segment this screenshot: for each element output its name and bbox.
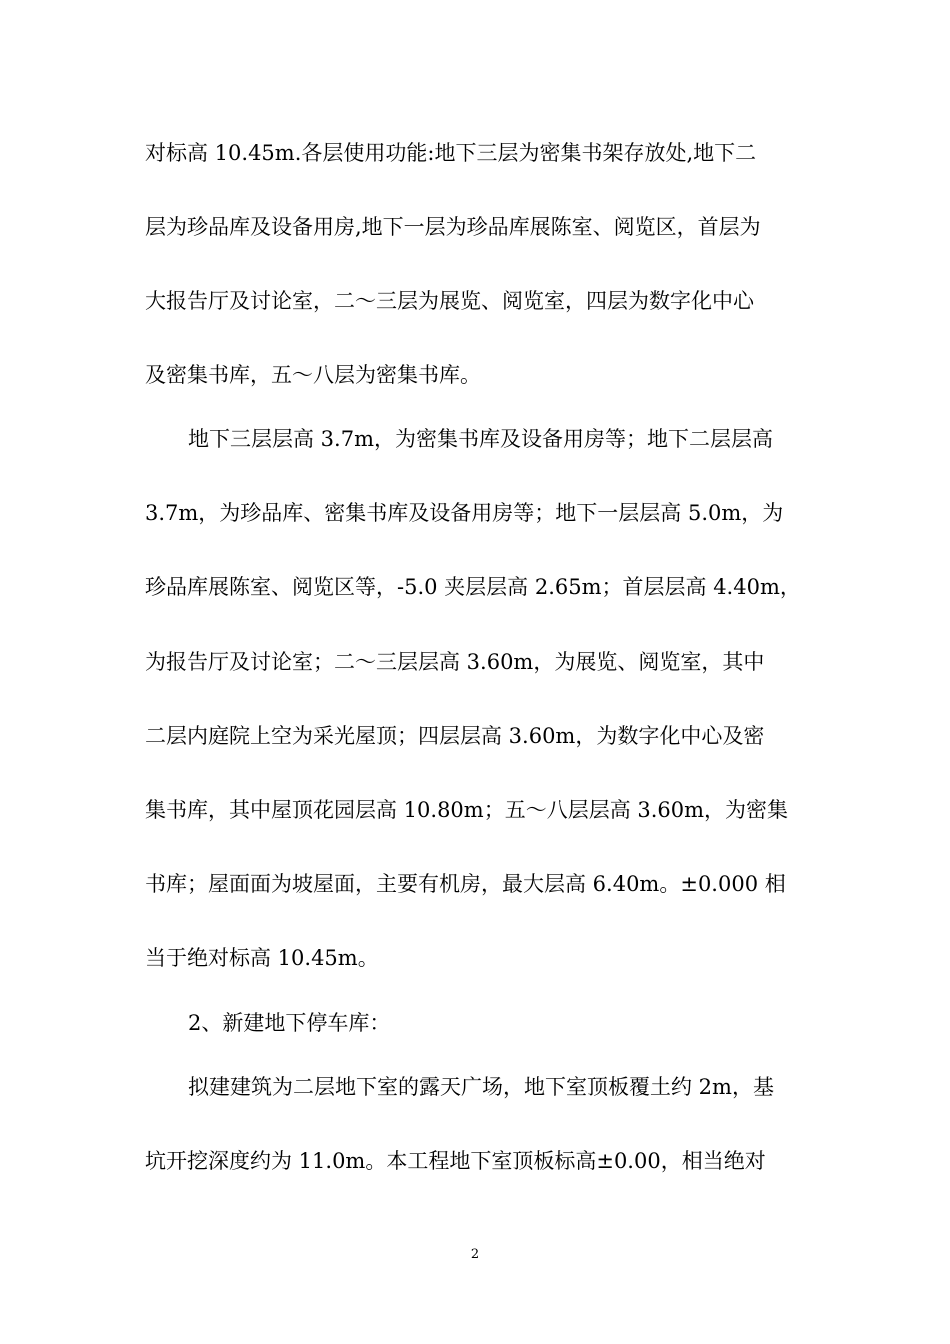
text-line: 对标高 10.45m.各层使用功能:地下三层为密集书架存放处,地下二 xyxy=(145,141,757,165)
text-line: 二层内庭院上空为采光屋顶；四层层高 3.60m，为数字化中心及密 xyxy=(145,724,765,748)
page-number: 2 xyxy=(470,1247,480,1262)
text-line: 坑开挖深度约为 11.0m。本工程地下室顶板标高±0.00，相当绝对 xyxy=(145,1149,766,1173)
text-line: 当于绝对标高 10.45m。 xyxy=(145,946,379,970)
paragraph-first-line: 地下三层层高 3.7m，为密集书库及设备用房等；地下二层层高 xyxy=(188,427,773,451)
text-line: 为报告厅及讨论室；二～三层层高 3.60m，为展览、阅览室，其中 xyxy=(145,650,765,674)
text-line: 及密集书库，五～八层为密集书库。 xyxy=(145,363,481,387)
paragraph-first-line: 拟建建筑为二层地下室的露天广场，地下室顶板覆土约 2m，基 xyxy=(188,1075,774,1099)
text-line: 层为珍品库及设备用房,地下一层为珍品库展陈室、阅览区，首层为 xyxy=(145,215,761,239)
text-line: 珍品库展陈室、阅览区等，-5.0 夹层层高 2.65m；首层层高 4.40m， xyxy=(145,575,801,599)
text-line: 大报告厅及讨论室，二～三层为展览、阅览室，四层为数字化中心 xyxy=(145,289,754,313)
text-line: 3.7m，为珍品库、密集书库及设备用房等；地下一层层高 5.0m，为 xyxy=(145,501,784,525)
section-heading: 2、新建地下停车库： xyxy=(188,1011,391,1035)
text-line: 书库；屋面面为坡屋面，主要有机房，最大层高 6.40m。±0.000 相 xyxy=(145,872,786,896)
text-line: 集书库，其中屋顶花园层高 10.80m；五～八层层高 3.60m，为密集 xyxy=(145,798,789,822)
